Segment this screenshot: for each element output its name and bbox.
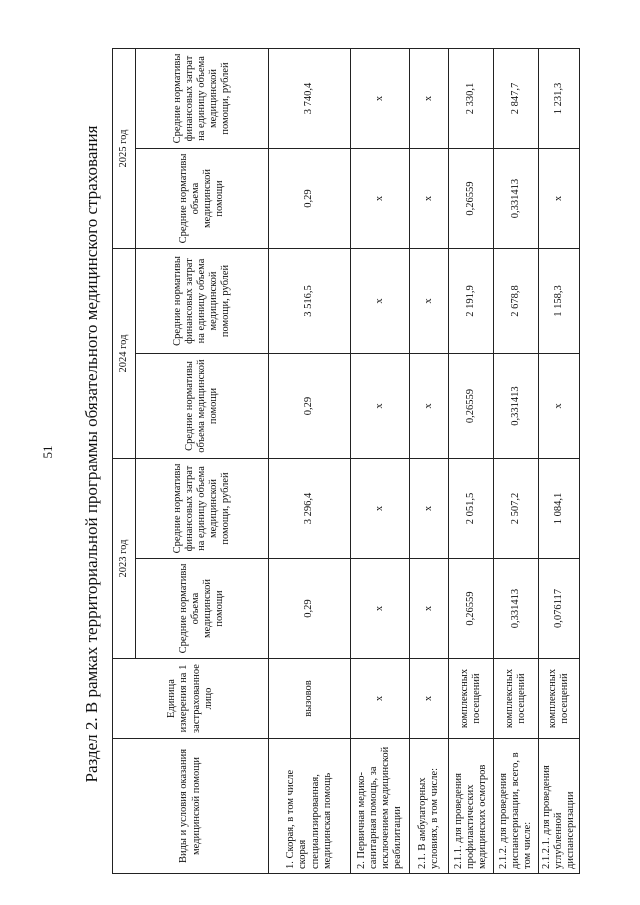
row-value: 1 231,3 (539, 49, 580, 149)
header-volume-2023: Средние нормативы объема медицинской помощи (136, 559, 269, 659)
header-year-2024: 2024 год (113, 249, 136, 459)
row-kind: 2.1.1. для проведения профилактических медицинских осмотров (449, 739, 494, 874)
row-value: 0,076117 (539, 559, 580, 659)
row-kind: 2.1. В амбулаторных условиях, в том числе: (410, 739, 449, 874)
row-unit: x (351, 659, 410, 739)
row-value: x (351, 559, 410, 659)
table-row (410, 49, 449, 874)
row-value: 3 296,4 (269, 459, 351, 559)
row-value: 0,29 (269, 354, 351, 459)
row-value: 2 330,1 (449, 49, 494, 149)
row-unit: комплексных посещений (494, 659, 539, 739)
table-row (351, 49, 410, 874)
row-value: 2 847,7 (494, 49, 539, 149)
rotated-page-content (82, 34, 582, 874)
row-value: 2 191,9 (449, 249, 494, 354)
norms-table (112, 48, 580, 874)
row-value: 0,331413 (494, 354, 539, 459)
header-volume-2024: Средние нормативы объема медицинской помощи (136, 354, 269, 459)
row-value: 3 516,5 (269, 249, 351, 354)
row-value: x (351, 459, 410, 559)
row-value: 1 084,1 (539, 459, 580, 559)
header-cost-2023: Средние нормативы финансовых затрат на единицу объема медицинской помощи, рублей (136, 459, 269, 559)
row-value: x (410, 49, 449, 149)
row-value: 0,26559 (449, 149, 494, 249)
row-value: 0,26559 (449, 559, 494, 659)
row-value: x (410, 459, 449, 559)
header-cost-2024: Средние нормативы финансовых затрат на единицу объема медицинской помощи, рублей (136, 249, 269, 354)
row-unit: x (410, 659, 449, 739)
row-value: x (539, 354, 580, 459)
row-value: 2 507,2 (494, 459, 539, 559)
row-value: x (410, 354, 449, 459)
row-kind: 2.1.2. для проведения диспансеризации, всего, в том числе: (494, 739, 539, 874)
table-row (539, 49, 580, 874)
row-value: 3 740,4 (269, 49, 351, 149)
row-value: 0,29 (269, 559, 351, 659)
row-unit: комплексных посещений (539, 659, 580, 739)
header-cost-2025: Средние нормативы финансовых затрат на единицу объема медицинской помощи, рублей (136, 49, 269, 149)
header-volume-2025: Средние нормативы объема медицинской помощи (136, 149, 269, 249)
section-title: Раздел 2. В рамках территориальной программы обязательного медицинского страхования (82, 125, 101, 783)
row-value: 0,331413 (494, 559, 539, 659)
header-year-2025: 2025 год (113, 49, 136, 249)
row-value: 2 051,5 (449, 459, 494, 559)
row-value: x (539, 149, 580, 249)
row-value: x (351, 354, 410, 459)
table-row (269, 49, 351, 874)
header-year-2023: 2023 год (113, 459, 136, 659)
row-unit: вызовов (269, 659, 351, 739)
row-value: 0,26559 (449, 354, 494, 459)
row-value: x (410, 249, 449, 354)
row-value: x (351, 149, 410, 249)
row-value: x (410, 149, 449, 249)
row-value: 2 678,8 (494, 249, 539, 354)
row-kind: 2. Первичная медико-санитарная помощь, за исключением медицинской реабилитации (351, 739, 410, 874)
row-kind: 1. Скорая, в том числе скорая специализированная, медицинская помощь (269, 739, 351, 874)
table-row (494, 49, 539, 874)
header-kind: Виды и условия оказания медицинской помощи (113, 739, 269, 874)
row-value: x (351, 249, 410, 354)
header-unit: Единица измерения на 1 застрахованное лицо (113, 659, 269, 739)
table-row (449, 49, 494, 874)
row-unit: комплексных посещений (449, 659, 494, 739)
row-value: x (351, 49, 410, 149)
row-value: 0,29 (269, 149, 351, 249)
row-value: 0,331413 (494, 149, 539, 249)
row-value: 1 158,3 (539, 249, 580, 354)
row-kind: 2.1.2.1. для проведения углубленной диспансеризации (539, 739, 580, 874)
row-value: x (410, 559, 449, 659)
page-number: 51 (40, 445, 55, 459)
